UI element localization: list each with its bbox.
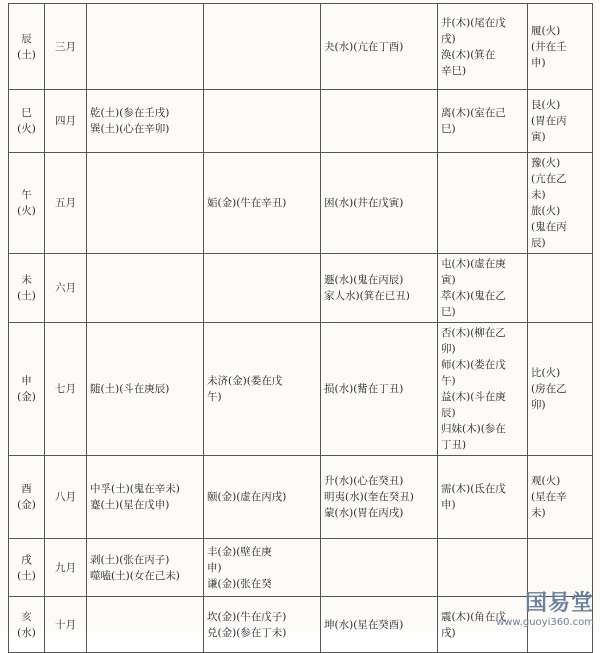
cell-line: 屯(木)(虚在庚 [441,258,506,270]
cell-line: 观(火) [531,475,561,487]
cell-line: 丁丑) [441,439,467,451]
cell-line: 井(木)(尾在戊 [441,16,506,29]
month-cell: 九月 [45,539,87,597]
cell-line: (金) [17,391,36,403]
hexagram-cell-water [321,539,438,597]
cell-line: 旅(火) [531,205,561,217]
cell-line: 中孚(土)(鬼在辛未) [90,483,180,495]
hexagram-cell-earth [87,323,204,456]
month-cell: 七月 [45,323,87,456]
watermark-url: www.guoyi360.com [496,617,594,628]
cell-line: (火) [17,205,36,217]
hexagram-cell-metal [204,456,321,539]
hexagram-cell-metal [204,597,321,653]
cell-line: 蹇(土)(星在戊申) [90,499,170,511]
cell-line: 谦(金)(张在癸 [207,577,272,590]
cell-line: 辛巳) [441,64,467,77]
cell-line: 损(水)(觜在丁丑) [324,383,404,395]
cell-line: 益(木)(斗在庚 [441,391,506,403]
cell-line: 颐(金)(虚在丙戌) [207,491,287,503]
branch-cell [9,456,45,539]
cell-line: 需(木)(氐在戊 [441,483,506,495]
hexagram-cell-fire [528,153,593,254]
month-cell: 三月 [45,4,87,90]
branch-cell [9,254,45,323]
cell-line: (土) [17,290,36,302]
cell-line: 蒙(水)(胃在丙戌) [324,507,404,519]
cell-line: 豫(火) [531,157,561,169]
cell-line: 姤(金)(牛在辛丑) [207,197,287,209]
cell-line: 否(木)(柳在乙 [441,327,506,339]
hexagram-cell-earth [87,4,204,90]
cell-line: 比(火) [531,367,561,379]
hexagram-cell-metal [204,90,321,153]
cell-line: (水) [17,626,36,639]
cell-line: 未) [531,189,546,201]
table-row [9,153,593,254]
cell-line: 涣(木)(箕在 [441,48,496,61]
branch-cell [9,90,45,153]
hexagram-cell-water [321,323,438,456]
cell-line: (星在辛 [531,491,567,503]
cell-line: 申) [207,561,222,574]
hexagram-cell-wood [438,153,528,254]
cell-line: 亥 [21,610,32,623]
cell-line: 辰 [21,32,32,45]
cell-line: 午) [207,391,222,403]
cell-line: 噬嗑(土)(女在己未) [90,569,180,582]
cell-line: 遯(水)(鬼在丙辰) [324,274,404,286]
hexagram-cell-water [321,153,438,254]
hexagram-cell-water [321,456,438,539]
cell-line: 申) [441,499,456,511]
month-cell: 六月 [45,254,87,323]
hexagram-cell-earth [87,90,204,153]
hexagram-cell-metal [204,254,321,323]
cell-line: 未 [21,274,32,286]
cell-line: 巽(土)(心在辛卯) [90,123,170,135]
cell-line: 辰) [531,237,546,249]
cell-line: 午 [21,189,32,201]
month-cell: 八月 [45,456,87,539]
cell-line: 归妹(木)(参在 [441,423,506,435]
table-row [9,456,593,539]
branch-cell [9,4,45,90]
branch-cell [9,153,45,254]
cell-line: 丰(金)(壁在庚 [207,545,272,558]
cell-line: 兑(金)(参在丁未) [207,626,287,639]
hexagram-cell-fire [528,254,593,323]
hexagram-cell-wood [438,456,528,539]
table-row [9,254,593,323]
hexagram-cell-fire [528,90,593,153]
cell-line: 随(土)(斗在庚辰) [90,383,170,395]
cell-line: 坤(水)(星在癸酉) [324,618,404,631]
hexagram-cell-fire [528,323,593,456]
cell-line: 巳 [21,107,32,119]
cell-line: 履(火) [531,24,561,37]
cell-line: 酉 [21,483,32,495]
cell-line: 巳) [441,306,456,318]
hexagram-cell-earth [87,456,204,539]
cell-line: 师(木)(娄在戊 [441,359,506,371]
month-cell: 四月 [45,90,87,153]
hexagram-cell-earth [87,539,204,597]
hexagram-cell-earth [87,597,204,653]
cell-line: 卯) [441,343,456,355]
month-cell: 五月 [45,153,87,254]
cell-line: 巳) [441,123,456,135]
cell-line: 申 [21,375,32,387]
cell-line: (胃在丙 [531,115,567,127]
hexagram-cell-water [321,90,438,153]
watermark [496,586,594,628]
cell-line: 申) [531,56,546,69]
cell-line: (土) [17,48,36,61]
cell-line: (土) [17,569,36,582]
cell-line: (火) [17,123,36,135]
hexagram-cell-water [321,4,438,90]
cell-line: (金) [17,499,36,511]
hexagram-cell-water [321,254,438,323]
watermark-logo: 国易堂 [524,590,594,616]
hexagram-cell-water [321,597,438,653]
table-row [9,90,593,153]
cell-line: 艮(火) [531,99,561,111]
cell-line: 乾(土)(参在壬戌) [90,107,170,119]
cell-line: 卯) [531,399,546,411]
cell-line: (井在壬 [531,40,567,53]
cell-line: 夬(水)(亢在丁酉) [324,40,404,53]
branch-cell [9,597,45,653]
hexagram-cell-metal [204,323,321,456]
hexagram-cell-fire [528,456,593,539]
table-row [9,323,593,456]
hexagram-cell-wood [438,323,528,456]
cell-line: 明夷(水)(奎在癸丑) [324,491,414,503]
cell-line: 未) [531,507,546,519]
cell-line: (房在乙 [531,383,567,395]
hexagram-cell-wood [438,254,528,323]
hexagram-cell-wood [438,4,528,90]
month-cell: 十月 [45,597,87,653]
cell-line: 坎(金)(牛在戊子) [207,610,287,623]
cell-line: 戌) [441,32,456,45]
cell-line: 辰) [441,407,456,419]
hexagram-cell-fire [528,4,593,90]
cell-line: 剥(土)(张在丙子) [90,553,170,566]
hexagram-cell-earth [87,153,204,254]
hexagram-cell-metal [204,4,321,90]
cell-line: 午) [441,375,456,387]
branch-cell [9,323,45,456]
cell-line: 升(水)(心在癸丑) [324,475,404,487]
cell-line: 震(木)(角在戊 [441,610,506,623]
hexagram-cell-metal [204,539,321,597]
cell-line: (鬼在丙 [531,221,567,233]
cell-line: 未济(金)(娄在戊 [207,375,283,387]
cell-line: 离(木)(室在己 [441,107,506,119]
hexagram-month-table [8,3,593,653]
cell-line: 萃(木)(鬼在乙 [441,290,506,302]
cell-line: 戌 [21,553,32,566]
cell-line: 寅) [441,274,456,286]
hexagram-cell-metal [204,153,321,254]
cell-line: 戌) [441,626,456,639]
hexagram-cell-earth [87,254,204,323]
table-row [9,4,593,90]
hexagram-cell-wood [438,90,528,153]
cell-line: 家人水)(箕在已丑) [324,290,410,302]
cell-line: (亢在乙 [531,173,567,185]
cell-line: 困(水)(井在戊寅) [324,197,404,209]
cell-line: 寅) [531,131,546,143]
branch-cell [9,539,45,597]
